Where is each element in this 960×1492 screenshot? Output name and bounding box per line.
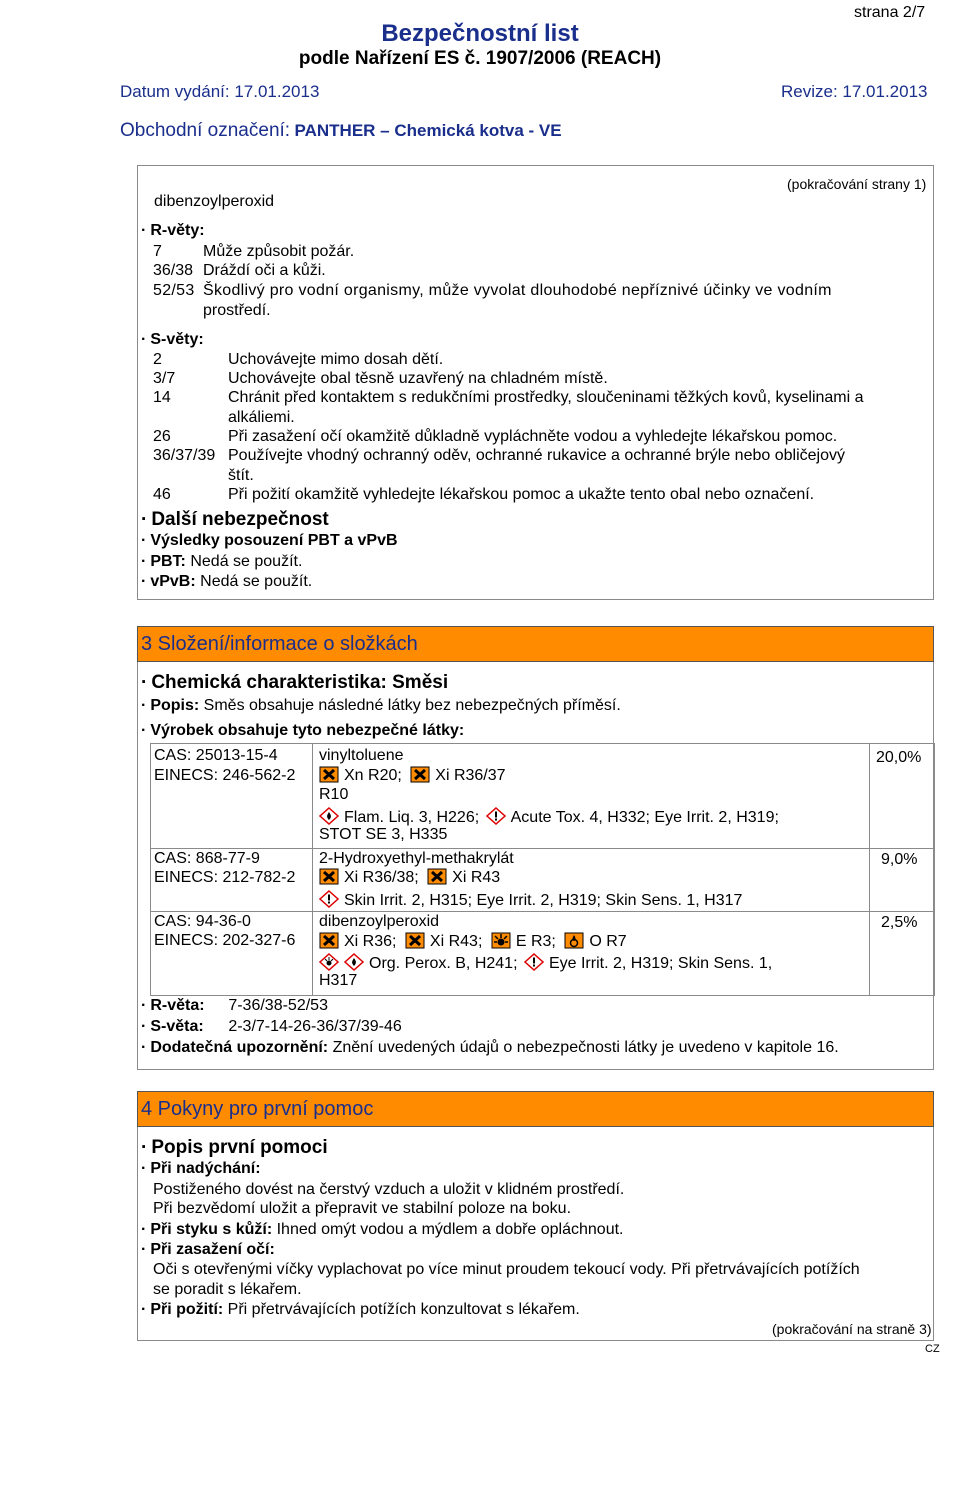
trade-name-label: Obchodní označení: [120, 120, 291, 141]
eye-contact-text-1: Oči s otevřenými víčky vyplachovat po více minut proudem tekoucí vody. Při přetrvávajících potížích [153, 1261, 860, 1278]
irritant-cross-icon [319, 932, 339, 954]
substance-2-percent: 9,0% [881, 851, 918, 868]
oxidizing-icon [564, 932, 584, 954]
s-phrase-3-7: 3/7 Uchovávejte obal těsně uzavřený na chladném místě. [153, 370, 608, 387]
s-phrase-36-37-39: 36/37/39 Používejte vhodný ochranný oděv, ochranné rukavice a ochranné brýle nebo obličejový [153, 447, 845, 464]
substance-2-cas: CAS: 868-77-9 [154, 850, 260, 867]
continued-on-note: (pokračování na straně 3) [772, 1321, 932, 1337]
irritant-cross-icon [427, 868, 447, 890]
table-row-divider-1 [150, 848, 935, 849]
ingestion-line: · Při požití: Při přetrvávajících potížích konzultovat s lékařem. [141, 1301, 580, 1318]
pbt-results-heading: · Výsledky posouzení PBT a vPvB [141, 532, 398, 549]
r-phrases-heading: · R-věty: [141, 222, 205, 239]
substance-1-percent: 20,0% [876, 749, 922, 766]
substance-1-name: vinyltoluene [319, 747, 404, 764]
irritant-cross-icon [410, 766, 430, 788]
substance-2-ghs: Skin Irrit. 2, H315; Eye Irrit. 2, H319; Skin Sens. 1, H317 [319, 890, 742, 913]
r-phrase-36-38: 36/38 Dráždí oči a kůži. [153, 262, 326, 279]
other-hazards-heading: · Další nebezpečnost [141, 509, 329, 530]
inhalation-text-2: Při bezvědomí uložit a přepravit ve stabilní poloze na boku. [153, 1200, 572, 1217]
substance-1-classification: Xn R20; Xi R36/37 [319, 766, 506, 788]
additional-note-line: · Dodatečná upozornění: Znění uvedených údajů o nebezpečnosti látky je uvedeno v kapitole 16. [141, 1039, 839, 1056]
s-sentence-line: · S-věta: 2-3/7-14-26-36/37/39-46 [141, 1018, 402, 1035]
r-phrase-52-53-cont: prostředí. [203, 302, 271, 319]
s-phrases-heading: · S-věty: [141, 331, 204, 348]
irritant-cross-icon [405, 932, 425, 954]
s-phrase-46: 46 Při požití okamžitě vyhledejte lékařskou pomoc a ukažte tento obal nebo označení. [153, 486, 815, 503]
substance-3-name: dibenzoylperoxid [319, 913, 440, 930]
substance-2-classification: Xi R36/38; Xi R43 [319, 868, 500, 890]
language-code: CZ [925, 1343, 940, 1355]
eye-contact-heading: · Při zasažení očí: [141, 1241, 275, 1258]
r-phrase-52-53: 52/53 Škodlivý pro vodní organismy, může vyvolat dlouhodobé nepříznivé účinky ve vodním [153, 282, 832, 299]
exclamation-ghs-icon [486, 807, 506, 830]
substance-3-ghs-cont: H317 [319, 972, 358, 989]
substance-1-einecs: EINECS: 246-562-2 [154, 767, 296, 784]
s-phrase-14-cont: alkáliemi. [228, 409, 295, 426]
substance-1-r10: R10 [319, 786, 349, 803]
substance-1-ghs: Flam. Liq. 3, H226; Acute Tox. 4, H332; Eye Irrit. 2, H319; [319, 807, 779, 830]
description-line: · Popis: Směs obsahuje následné látky bez nebezpečných příměsí. [141, 697, 621, 714]
page-number: strana 2/7 [854, 4, 926, 21]
document-title: Bezpečnostní list [381, 20, 579, 47]
harmful-cross-icon [319, 766, 339, 788]
inhalation-text-1: Postiženého dovést na čerstvý vzduch a uložit v klidném prostředí. [153, 1181, 625, 1198]
pbt-line: · PBT: Nedá se použít. [141, 553, 303, 570]
s-phrase-2: 2 Uchovávejte mimo dosah dětí. [153, 351, 444, 368]
issue-date: Datum vydání: 17.01.2013 [120, 82, 320, 101]
s-phrase-14: 14 Chránit před kontaktem s redukčními prostředky, sloučeninami těžkých kovů, kyselinami a [153, 389, 864, 406]
eye-contact-text-2: se poradit s lékařem. [153, 1281, 302, 1298]
revision-date: Revize: 17.01.2013 [781, 82, 928, 101]
table-divider-left [312, 743, 313, 996]
substance-3-einecs: EINECS: 202-327-6 [154, 932, 296, 949]
substance-1-cas: CAS: 25013-15-4 [154, 747, 278, 764]
irritant-cross-icon [319, 868, 339, 890]
table-divider-right [869, 743, 870, 996]
trade-name: PANTHER – Chemická kotva - VE [294, 121, 562, 140]
section-3-title: 3 Složení/informace o složkách [137, 626, 934, 662]
r-sentence-line: · R-věta: 7-36/38-52/53 [141, 997, 328, 1014]
s-phrase-36-37-39-cont: štít. [228, 467, 254, 484]
section-4-title: 4 Pokyny pro první pomoc [137, 1091, 934, 1127]
trade-name-line [120, 120, 562, 142]
substance-1-ghs-cont: STOT SE 3, H335 [319, 826, 448, 843]
substance-3-percent: 2,5% [881, 914, 918, 931]
substance-2-name: 2-Hydroxyethyl-methakrylát [319, 850, 514, 867]
continued-from-note: (pokračování strany 1) [787, 176, 927, 192]
chemical-characteristics: · Chemická charakteristika: Směsi [141, 672, 449, 693]
substance-name: dibenzoylperoxid [154, 193, 275, 210]
r-phrase-7: 7 Může způsobit požár. [153, 243, 355, 260]
contains-heading: · Výrobek obsahuje tyto nebezpečné látky: [141, 722, 465, 739]
substance-2-einecs: EINECS: 212-782-2 [154, 869, 296, 886]
substance-3-cas: CAS: 94-36-0 [154, 913, 251, 930]
s-phrase-26: 26 Při zasažení očí okamžitě důkladně vypláchněte vodou a vyhledejte lékařskou pomoc. [153, 428, 838, 445]
explosive-icon [491, 932, 511, 954]
vpvb-line: · vPvB: Nedá se použít. [141, 573, 313, 590]
exclamation-ghs-icon [524, 953, 544, 976]
substance-3-classification: Xi R36; Xi R43; E R3; O R7 [319, 932, 627, 954]
exclamation-ghs-icon [319, 890, 339, 913]
document-subtitle: podle Nařízení ES č. 1907/2006 (REACH) [298, 48, 662, 69]
first-aid-description: · Popis první pomoci [141, 1137, 328, 1158]
inhalation-heading: · Při nadýchání: [141, 1160, 261, 1177]
substance-3-ghs: Org. Perox. B, H241; Eye Irrit. 2, H319; Skin Sens. 1, [319, 953, 772, 976]
skin-contact-line: · Při styku s kůží: Ihned omýt vodou a mýdlem a dobře opláchnout. [141, 1221, 624, 1238]
